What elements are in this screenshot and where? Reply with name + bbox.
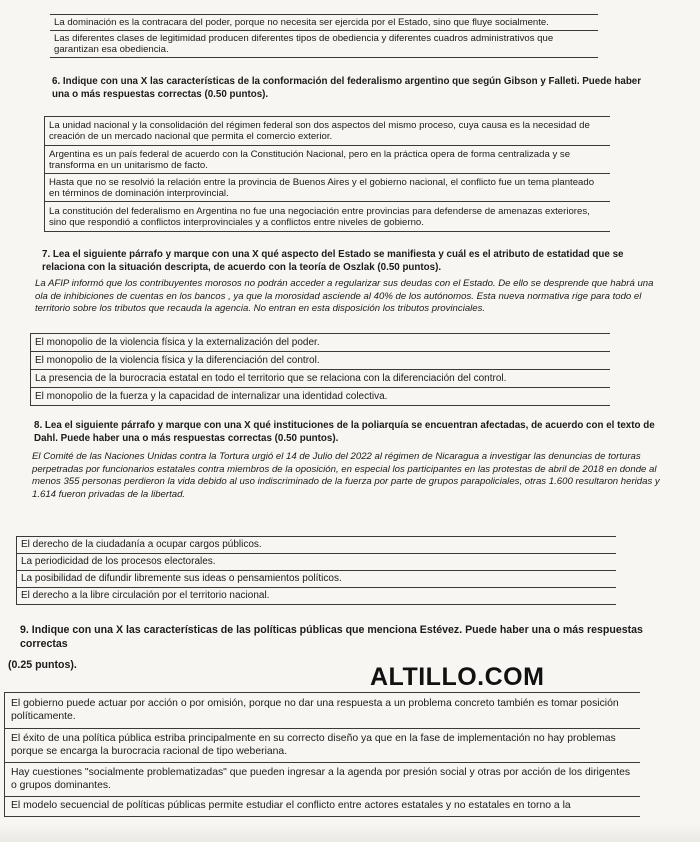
- q7-option-2[interactable]: El monopolio de la violencia física y la diferenciación del control.: [31, 352, 611, 370]
- q8-option-2[interactable]: La periodicidad de los procesos electorales.: [17, 554, 617, 571]
- scan-shadow: [0, 824, 700, 842]
- q9-option-2[interactable]: El éxito de una política pública estriba principalmente en su correcto diseño ya que en la fase de implementación no hay problemas porque se encarga la burocracia racional de tipo weberiana.: [5, 729, 641, 763]
- q7-title: 7. Lea el siguiente párrafo y marque con una X qué aspecto del Estado se manifiesta y cuál es el atributo de estatidad que se relaciona con la situación descripta, de acuerdo con la teoría de Oszlak (0.50 puntos).: [42, 249, 624, 273]
- q9-points: (0.25 puntos).: [8, 659, 77, 671]
- watermark-logo: ALTILLO.COM: [370, 663, 545, 691]
- q6-option-1[interactable]: La unidad nacional y la consolidación del régimen federal son dos aspectos del mismo proceso, cuya causa es la necesidad de creación de un mercado nacional que permita el comercio exterior.: [45, 117, 611, 146]
- q7-paragraph: La AFIP informó que los contribuyentes morosos no podrán acceder a regularizar sus deudas con el Estado. De ello se desprende que habrá una ola de inhibiciones de cuentas en los bancos , ya que la morosidad asciende al 40% de los autónomos. Esta nueva normativa rige para todo el territorio sobre los tributos que recauda la agencia. No entran en esta disposición los tributos provinciales.: [35, 278, 654, 315]
- q6-option-3[interactable]: Hasta que no se resolvió la relación entre la provincia de Buenos Aires y el gobierno nacional, el conflicto fue un tema planteado en términos de dominación interprovincial.: [45, 174, 611, 202]
- q9-option-4[interactable]: El modelo secuencial de políticas públicas permite estudiar el conflicto entre actores estatales y no estatales en torno a la: [5, 797, 641, 817]
- q8-title: 8. Lea el siguiente párrafo y marque con una X qué instituciones de la poliarquía se encuentran afectadas, de acuerdo con el texto de Dahl. Puede haber una o más respuestas correctas (0.50 puntos).: [34, 420, 655, 444]
- top-option-1[interactable]: La dominación es la contracara del poder, porque no necesita ser ejercida por el Estado, sino que fluye socialmente.: [50, 15, 598, 31]
- q7-option-4[interactable]: El monopolio de la fuerza y la capacidad de internalizar una identidad colectiva.: [31, 388, 611, 406]
- q6-options-table: [44, 116, 610, 232]
- q9-option-3[interactable]: Hay cuestiones "socialmente problematizadas" que pueden ingresar a la agenda por presión social y otras por acción de los dirigentes o grupos dominantes.: [5, 763, 641, 797]
- q8-paragraph: El Comité de las Naciones Unidas contra la Tortura urgió el 14 de Julio del 2022 al régimen de Nicaragua a investigar las denuncias de torturas perpetradas por funcionarios estatales contra miembros de la oposición, en especial los participantes en las protestas de abril de 2018 en donde al menos 355 personas perdieron la vida debido al uso indiscriminado de la fuerza por parte de grupos parapoliciales, otras 1.600 resultaron heridas y 1.614 fueron privadas de la libertad.: [32, 451, 660, 500]
- q7-option-1[interactable]: El monopolio de la violencia física y la externalización del poder.: [31, 334, 611, 352]
- top-option-2[interactable]: Las diferentes clases de legitimidad producen diferentes tipos de obediencia y diferentes cuadros administrativos que garantizan esa obediencia.: [50, 31, 598, 58]
- q9-options-table: [4, 692, 640, 817]
- q6-option-2[interactable]: Argentina es un país federal de acuerdo con la Constitución Nacional, pero en la práctica opera de forma centralizada y se transforma en un unitarismo de facto.: [45, 146, 611, 174]
- q8-options-table: [16, 536, 616, 605]
- q6-title: 6. Indique con una X las características de la conformación del federalismo argentino que según Gibson y Falleti. Puede haber una o más respuestas correctas (0.50 puntos).: [52, 76, 642, 100]
- top-options-table: [50, 14, 598, 58]
- q9-option-1[interactable]: El gobierno puede actuar por acción o por omisión, porque no dar una respuesta a un problema concreto también es tomar posición políticamente.: [5, 693, 641, 729]
- q8-option-1[interactable]: El derecho de la ciudadanía a ocupar cargos públicos.: [17, 537, 617, 554]
- q8-option-3[interactable]: La posibilidad de difundir libremente sus ideas o pensamientos políticos.: [17, 571, 617, 588]
- q7-options-table: [30, 333, 610, 406]
- q8-option-4[interactable]: El derecho a la libre circulación por el territorio nacional.: [17, 588, 617, 605]
- q6-option-4[interactable]: La constitución del federalismo en Argentina no fue una negociación entre provincias para defenderse de amenazas exteriores, sino que respondió a conflictos interprovinciales y a conflictos entre niveles de gobierno.: [45, 202, 611, 232]
- q9-title: 9. Indique con una X las características de las políticas públicas que menciona Estévez. Puede haber una o más respuestas correctas: [20, 624, 643, 650]
- q7-option-3[interactable]: La presencia de la burocracia estatal en todo el territorio que se relaciona con la diferenciación del control.: [31, 370, 611, 388]
